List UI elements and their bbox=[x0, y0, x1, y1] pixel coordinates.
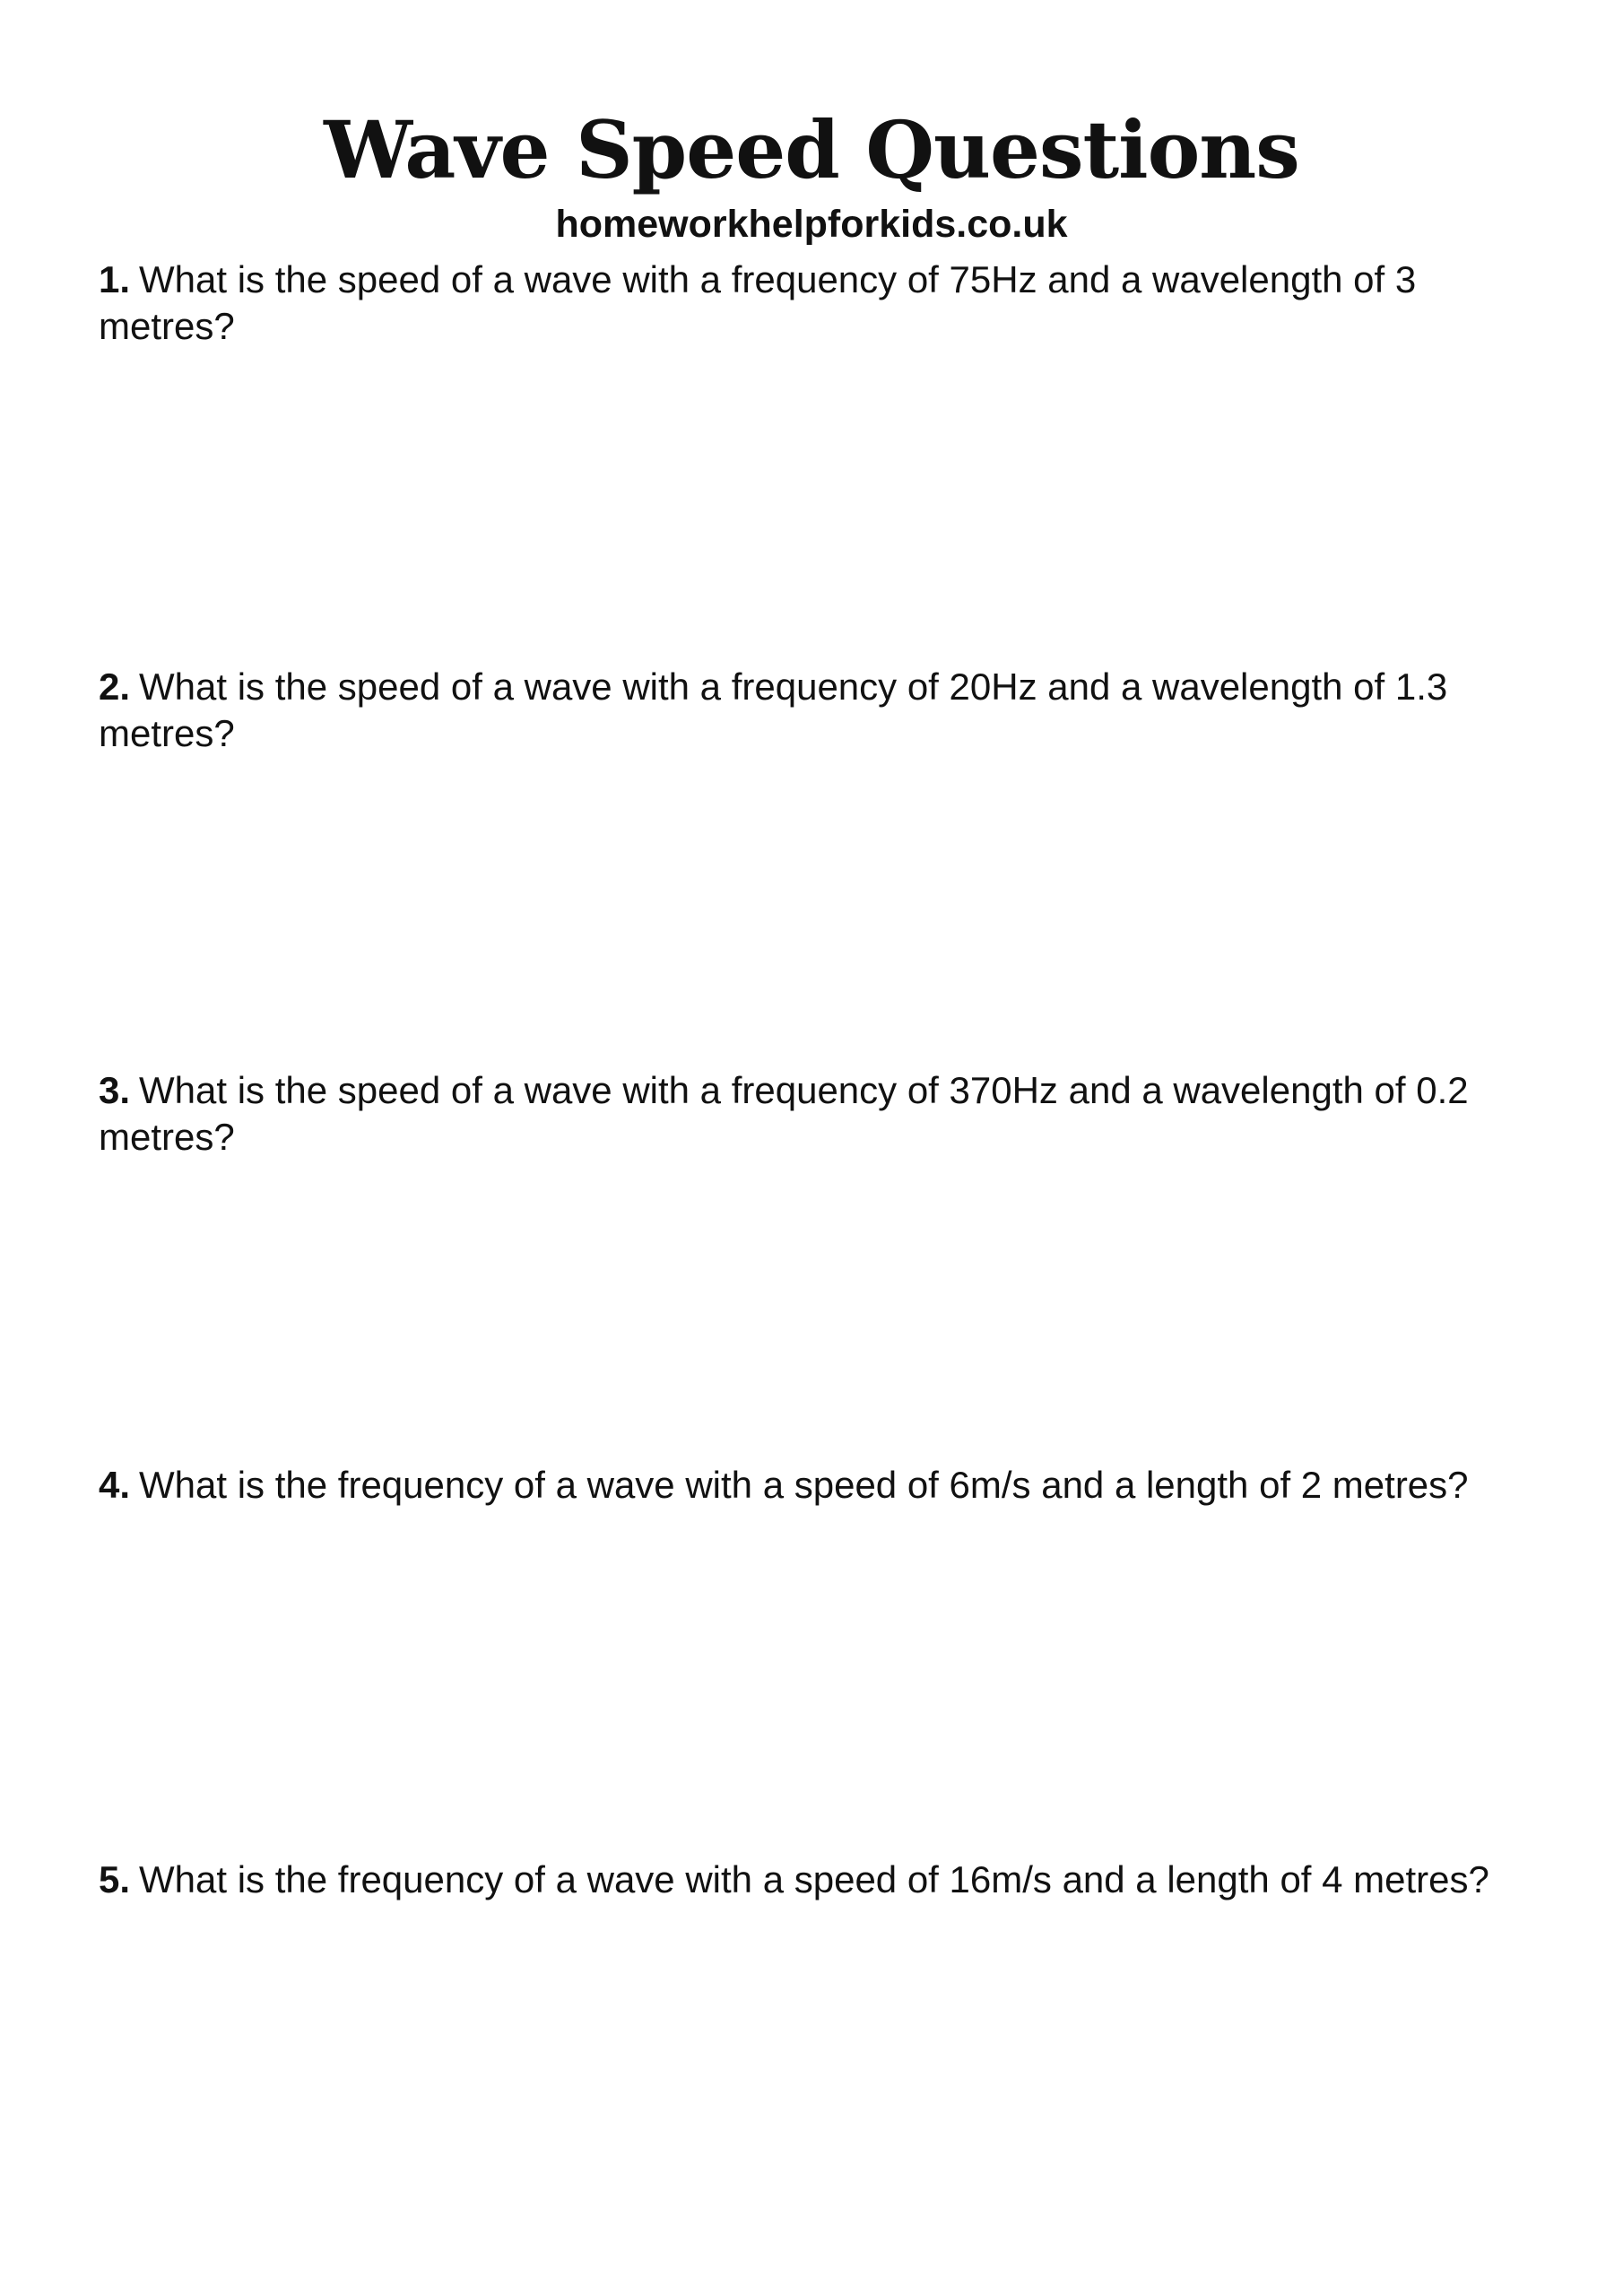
question-number: 1. bbox=[99, 258, 131, 300]
worksheet-title: Wave Speed Questions bbox=[324, 103, 1299, 196]
question-4 bbox=[99, 1462, 1533, 1509]
question-number: 5. bbox=[99, 1858, 131, 1900]
question-5 bbox=[99, 1857, 1533, 1903]
question-text: What is the speed of a wave with a frequency of 20Hz and a wavelength of 1.3 metres? bbox=[99, 665, 1448, 754]
source-website: homeworkhelpforkids.co.uk bbox=[555, 203, 1068, 246]
question-text: What is the speed of a wave with a frequency of 370Hz and a wavelength of 0.2 metres? bbox=[99, 1069, 1469, 1158]
question-number: 2. bbox=[99, 665, 131, 708]
question-2 bbox=[99, 664, 1533, 757]
question-text: What is the frequency of a wave with a speed of 6m/s and a length of 2 metres? bbox=[139, 1464, 1469, 1506]
question-number: 3. bbox=[99, 1069, 131, 1111]
question-number: 4. bbox=[99, 1464, 131, 1506]
question-text: What is the frequency of a wave with a speed of 16m/s and a length of 4 metres? bbox=[139, 1858, 1489, 1900]
question-text: What is the speed of a wave with a frequency of 75Hz and a wavelength of 3 metres? bbox=[99, 258, 1417, 347]
question-1 bbox=[99, 257, 1533, 350]
question-3 bbox=[99, 1067, 1533, 1161]
